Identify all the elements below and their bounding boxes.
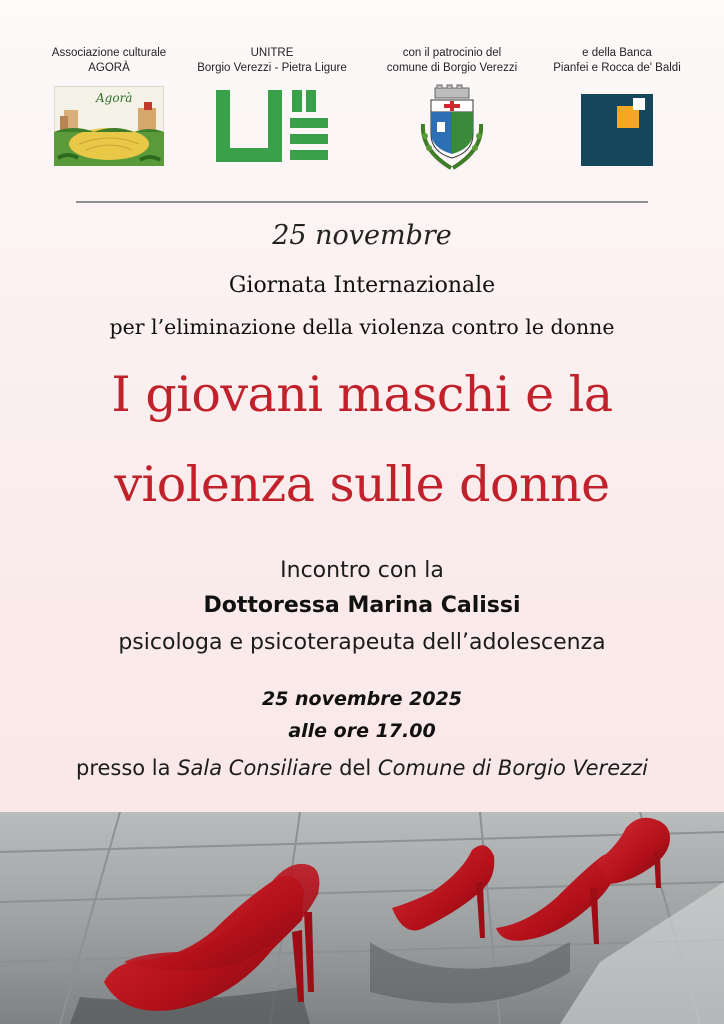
agora-logo-icon	[54, 86, 164, 166]
divider	[76, 201, 648, 203]
partner-unitre-caption: UNITRE Borgio Verezzi - Pietra Ligure	[197, 47, 347, 74]
speaker-intro: Incontro con la	[280, 558, 444, 583]
event-date: 25 novembre 2025	[261, 688, 463, 710]
speaker-role: psicologa e psicoterapeuta dell’adolescenza	[118, 630, 606, 655]
partner-agora-caption: Associazione culturale AGORÀ	[51, 47, 167, 74]
venue-place: Comune di Borgio Verezzi	[377, 756, 648, 780]
event-title-line-2: violenza sulle donne	[114, 456, 610, 513]
partner-unitre	[182, 46, 362, 162]
partner-banca	[527, 46, 707, 166]
unitre-logo-icon	[216, 90, 328, 162]
venue-mid: del	[332, 756, 378, 780]
date-heading: 25 novembre	[272, 220, 452, 251]
bank-logo-icon	[581, 94, 653, 166]
event-venue	[0, 756, 724, 780]
partner-banca-caption: e della Banca Pianfei e Rocca de' Baldi	[553, 47, 681, 74]
event-title-line-1: I giovani maschi e la	[111, 366, 613, 423]
event-time: alle ore 17.00	[288, 720, 436, 742]
observance-title: Giornata Internazionale	[228, 273, 496, 298]
speaker-name: Dottoressa Marina Calissi	[203, 593, 521, 618]
agora-logo-text: Agorà	[96, 91, 133, 105]
partner-comune-caption: con il patrocinio del comune di Borgio Verezzi	[386, 47, 518, 74]
coat-of-arms-icon	[417, 84, 487, 172]
partner-comune	[362, 46, 542, 172]
observance-subtitle: per l’eliminazione della violenza contro le donne	[109, 315, 615, 339]
venue-prefix: presso la	[75, 756, 178, 780]
partner-agora	[19, 46, 199, 166]
partner-logos	[0, 46, 724, 176]
venue-room: Sala Consiliare	[177, 756, 333, 780]
red-shoes-photo	[0, 812, 724, 1024]
